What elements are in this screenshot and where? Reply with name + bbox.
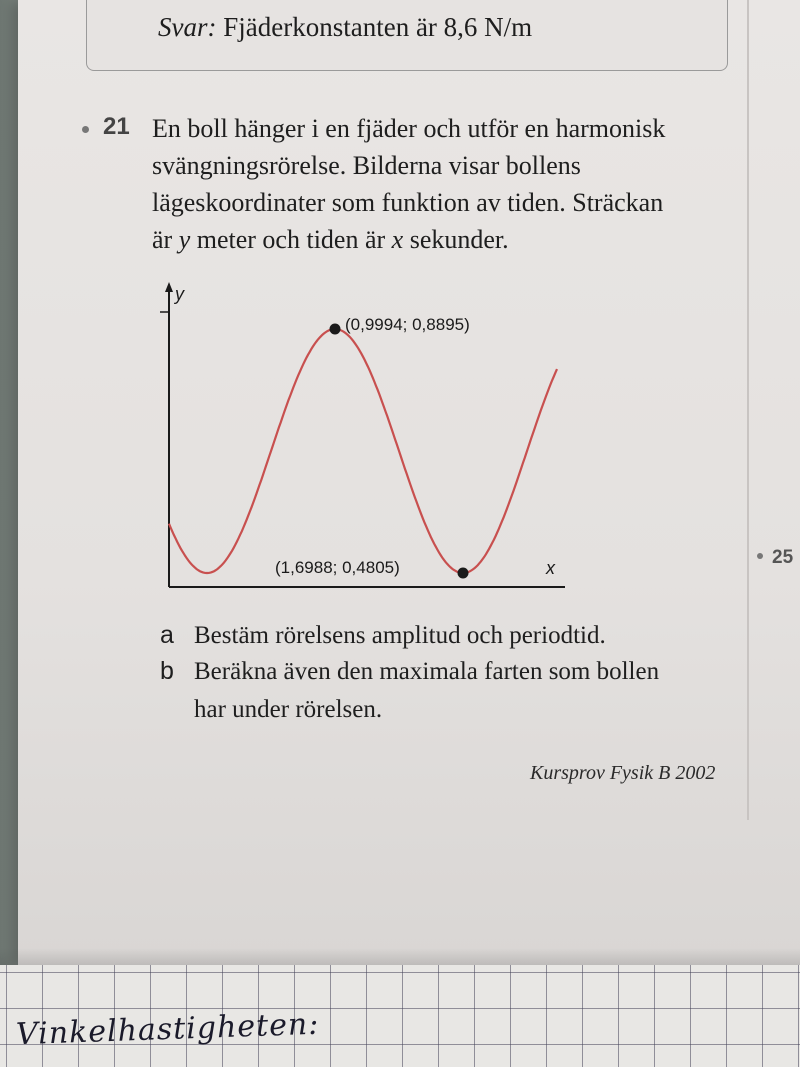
bullet-icon: [757, 553, 763, 559]
y-axis-label: y: [175, 284, 184, 304]
sine-chart: [140, 270, 580, 600]
handwritten-note: Vinkelhastigheten:: [15, 1006, 320, 1053]
subquestion-label: b: [160, 657, 174, 685]
bullet-icon: [82, 126, 89, 133]
question-line: svängningsrörelse. Bilderna visar bollens: [152, 151, 581, 180]
x-axis-label: x: [546, 558, 555, 578]
column-divider: [747, 0, 749, 820]
side-question-number: 25: [772, 547, 794, 568]
answer-text: [158, 12, 532, 43]
subquestion-text-cont: har under rörelsen.: [194, 696, 383, 723]
sine-curve: [169, 329, 557, 573]
subquestion-text: Bestäm rörelsens amplitud och periodtid.: [194, 622, 606, 649]
question-number: 21: [103, 113, 130, 140]
question-line: är y meter och tiden är x sekunder.: [152, 225, 509, 254]
max-point-label: (0,9994; 0,8895): [345, 315, 470, 334]
question-line: lägeskoordinater som funktion av tiden. Sträckan: [152, 188, 664, 217]
max-point: [330, 324, 341, 335]
subquestion-a: [160, 616, 606, 655]
answer-value: Fjäderkonstanten är 8,6 N/m: [223, 12, 533, 42]
question-text: [152, 110, 742, 258]
subquestion-text: Beräkna även den maximala farten som bollen: [194, 658, 660, 685]
source-citation: Kursprov Fysik B 2002: [530, 762, 716, 784]
subquestion-label: a: [160, 621, 174, 649]
subquestion-b: [160, 652, 659, 729]
answer-prefix: Svar:: [158, 12, 217, 42]
y-axis-arrow-icon: [165, 282, 173, 292]
min-point-label: (1,6988; 0,4805): [275, 558, 400, 577]
min-point: [458, 568, 469, 579]
question-line: En boll hänger i en fjäder och utför en harmonisk: [152, 114, 666, 143]
